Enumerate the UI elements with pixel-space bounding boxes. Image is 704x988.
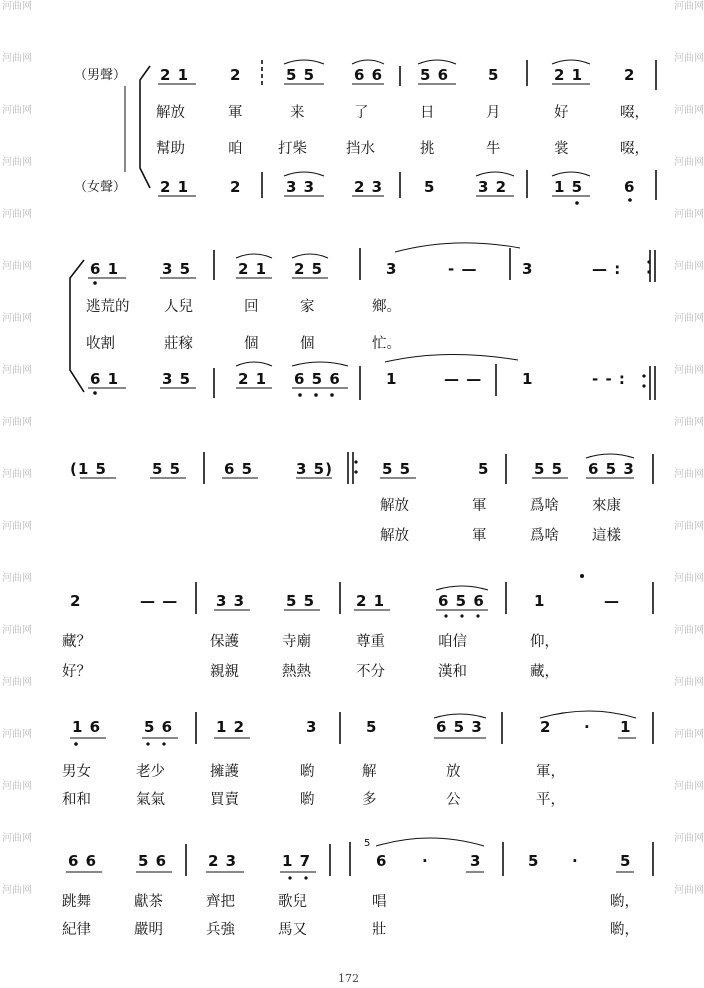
grace-note: 5 bbox=[364, 838, 371, 849]
note: 3 5) bbox=[296, 460, 333, 478]
lyric: 藏？ bbox=[62, 634, 91, 650]
note: 2 3 bbox=[354, 178, 384, 196]
note: 5 bbox=[424, 178, 436, 196]
note: 3 bbox=[306, 718, 318, 736]
lyric: 男女 bbox=[62, 764, 91, 780]
note: 1 bbox=[522, 370, 534, 388]
lyric: 解放 bbox=[380, 528, 409, 544]
lyric: 軍 bbox=[472, 498, 487, 514]
lyric: 跳舞 bbox=[62, 894, 91, 910]
lyric: 喲 bbox=[300, 792, 315, 808]
note: — — bbox=[140, 592, 179, 610]
note: 2 bbox=[230, 66, 242, 84]
note: 6 bbox=[376, 852, 388, 870]
lyric: 好 bbox=[554, 105, 569, 121]
lyric: 喲， bbox=[610, 894, 639, 910]
note: · bbox=[572, 852, 579, 870]
note: 1 bbox=[620, 718, 632, 736]
lyric: 擁護 bbox=[210, 764, 239, 780]
note: 2 1 bbox=[554, 66, 584, 84]
lyric: 解 bbox=[362, 764, 377, 780]
lyric: 不分 bbox=[356, 664, 385, 680]
note: 2 bbox=[540, 718, 552, 736]
lyric: 馬又 bbox=[278, 922, 307, 938]
lyric: 藏， bbox=[530, 664, 559, 680]
lyric: 解放 bbox=[380, 498, 409, 514]
note: 3 bbox=[386, 260, 398, 278]
note: 3 5 bbox=[162, 370, 192, 388]
female-voice-label: （女聲） bbox=[74, 180, 127, 195]
note: 5 5 bbox=[534, 460, 564, 478]
lyric: 和和 bbox=[62, 792, 91, 808]
lyric: 好？ bbox=[62, 664, 91, 680]
note: 5 5 bbox=[286, 592, 316, 610]
note: — : bbox=[592, 260, 622, 278]
lyric: 漢和 bbox=[438, 664, 467, 680]
note: 2 bbox=[70, 592, 82, 610]
lyric: 解放 bbox=[156, 105, 185, 121]
lyric: 爲啥 bbox=[530, 528, 559, 544]
lyric: 個 bbox=[244, 336, 259, 352]
note: 3 5 bbox=[162, 260, 192, 278]
lyric: 嚴明 bbox=[134, 922, 163, 938]
note: 1 5 bbox=[554, 178, 584, 196]
note: 5 6 bbox=[144, 718, 174, 736]
note: 6 6 bbox=[354, 66, 384, 84]
lyric: 平， bbox=[536, 792, 565, 808]
lyric: 人兒 bbox=[164, 299, 193, 315]
note: 6 5 3 bbox=[588, 460, 635, 478]
note: 5 bbox=[488, 66, 500, 84]
lyric: 多 bbox=[362, 792, 377, 808]
note: 3 3 bbox=[286, 178, 316, 196]
note: 6 5 bbox=[224, 460, 254, 478]
lyric: 壯 bbox=[372, 922, 387, 938]
lyric: 軍 bbox=[228, 105, 243, 121]
note: 1 6 bbox=[72, 718, 102, 736]
lyric: 來康 bbox=[592, 498, 621, 514]
note: 5 5 bbox=[382, 460, 412, 478]
note: 2 1 bbox=[238, 260, 268, 278]
lyric: 齊把 bbox=[206, 894, 235, 910]
note: 3 bbox=[470, 852, 482, 870]
note: (1 5 bbox=[70, 460, 107, 478]
note: 1 bbox=[386, 370, 398, 388]
male-voice-label: （男聲） bbox=[74, 68, 127, 83]
note: 5 bbox=[366, 718, 378, 736]
lyric: 氣氣 bbox=[136, 792, 165, 808]
note: 1 2 bbox=[216, 718, 246, 736]
lyric: 放 bbox=[446, 764, 461, 780]
lyric: 月 bbox=[486, 105, 501, 121]
lyric: 兵強 bbox=[206, 922, 235, 938]
note: 6 1 bbox=[90, 260, 120, 278]
note: · bbox=[422, 852, 429, 870]
note: 5 bbox=[528, 852, 540, 870]
lyric: 来 bbox=[290, 105, 305, 121]
note: 6 5 6 bbox=[294, 370, 341, 388]
lyric: 日 bbox=[420, 105, 435, 121]
note: 5 6 bbox=[138, 852, 168, 870]
note: 5 bbox=[478, 460, 490, 478]
lyric: 這樣 bbox=[592, 528, 621, 544]
note: - — bbox=[448, 260, 478, 278]
lyric: 忙。 bbox=[372, 336, 401, 352]
note: — — bbox=[444, 370, 483, 388]
system1-brace bbox=[140, 66, 150, 188]
note: 2 1 bbox=[238, 370, 268, 388]
lyric: 幫助 bbox=[156, 141, 185, 157]
note: 3 bbox=[522, 260, 534, 278]
lyric: 尊重 bbox=[356, 634, 385, 650]
note: 6 6 bbox=[68, 852, 98, 870]
note: 2 bbox=[230, 178, 242, 196]
lyric: 寺廟 bbox=[282, 634, 311, 650]
lyric: 啜， bbox=[620, 141, 649, 157]
note: 2 1 bbox=[160, 66, 190, 84]
lyric: 家 bbox=[300, 299, 315, 315]
note: 5 5 bbox=[286, 66, 316, 84]
lyric: 回 bbox=[244, 299, 259, 315]
system2-brace bbox=[70, 260, 84, 392]
note: 3 3 bbox=[216, 592, 246, 610]
lyric: 鄉。 bbox=[372, 299, 401, 315]
note: 6 5 3 bbox=[436, 718, 483, 736]
note: 2 3 bbox=[208, 852, 238, 870]
lyric: 了 bbox=[354, 105, 369, 121]
lyric: 獻茶 bbox=[134, 894, 163, 910]
lyric: 軍 bbox=[472, 528, 487, 544]
lyric: 歌兒 bbox=[278, 894, 307, 910]
watermark-right: 河曲网 河曲网 河曲网 河曲网 河曲网 河曲网 河曲网 河曲网 河曲网 河曲网 河曲网 河曲网 河曲网 河曲网 河曲网 河曲网 河曲网 河曲网 bbox=[674, 1, 704, 896]
note: 2 1 bbox=[356, 592, 386, 610]
note: 2 1 bbox=[160, 178, 190, 196]
lyric: 挑 bbox=[420, 141, 435, 157]
lyric: 喲 bbox=[300, 764, 315, 780]
note: · bbox=[584, 718, 591, 736]
note: 1 7 bbox=[282, 852, 312, 870]
lyric: 軍， bbox=[536, 764, 565, 780]
lyric: 莊稼 bbox=[164, 336, 193, 352]
lyric: 親親 bbox=[210, 664, 239, 680]
note: — bbox=[604, 592, 620, 610]
lyric: 個 bbox=[300, 336, 315, 352]
note: 6 1 bbox=[90, 370, 120, 388]
lyric: 挡水 bbox=[346, 141, 375, 157]
lyric: 爲啥 bbox=[530, 498, 559, 514]
note: 5 bbox=[620, 852, 632, 870]
lyric: 喲， bbox=[610, 922, 639, 938]
lyric: 收割 bbox=[86, 336, 115, 352]
lyric: 仰， bbox=[530, 634, 559, 650]
lyric: 打柴 bbox=[278, 141, 307, 157]
watermark-left: 河曲网 河曲网 河曲网 河曲网 河曲网 河曲网 河曲网 河曲网 河曲网 河曲网 河曲网 河曲网 河曲网 河曲网 河曲网 河曲网 河曲网 河曲网 bbox=[2, 1, 32, 896]
lyric: 牛 bbox=[486, 141, 501, 157]
note: - - : bbox=[592, 370, 626, 388]
lyric: 逃荒的 bbox=[86, 299, 130, 315]
lyric: 公 bbox=[446, 792, 461, 808]
note: 5 6 bbox=[420, 66, 450, 84]
note: 5 5 bbox=[152, 460, 182, 478]
lyric: 紀律 bbox=[62, 922, 91, 938]
lyric: 保護 bbox=[210, 634, 239, 650]
lyric: 老少 bbox=[136, 764, 165, 780]
note: 2 bbox=[624, 66, 636, 84]
note: 6 bbox=[624, 178, 636, 196]
note: 3 2 bbox=[478, 178, 508, 196]
note: 2 5 bbox=[294, 260, 324, 278]
note: 6 5 6 bbox=[438, 592, 485, 610]
lyric: 啜， bbox=[620, 105, 649, 121]
page-number: 172 bbox=[338, 972, 359, 985]
note: 1 bbox=[534, 592, 546, 610]
lyric: 唱 bbox=[372, 894, 387, 910]
lyric: 咱信 bbox=[438, 634, 467, 650]
lyric: 咱 bbox=[228, 141, 243, 157]
lyric: 買賣 bbox=[210, 792, 239, 808]
lyric: 熱熱 bbox=[282, 664, 311, 680]
lyric: 裳 bbox=[554, 141, 569, 157]
